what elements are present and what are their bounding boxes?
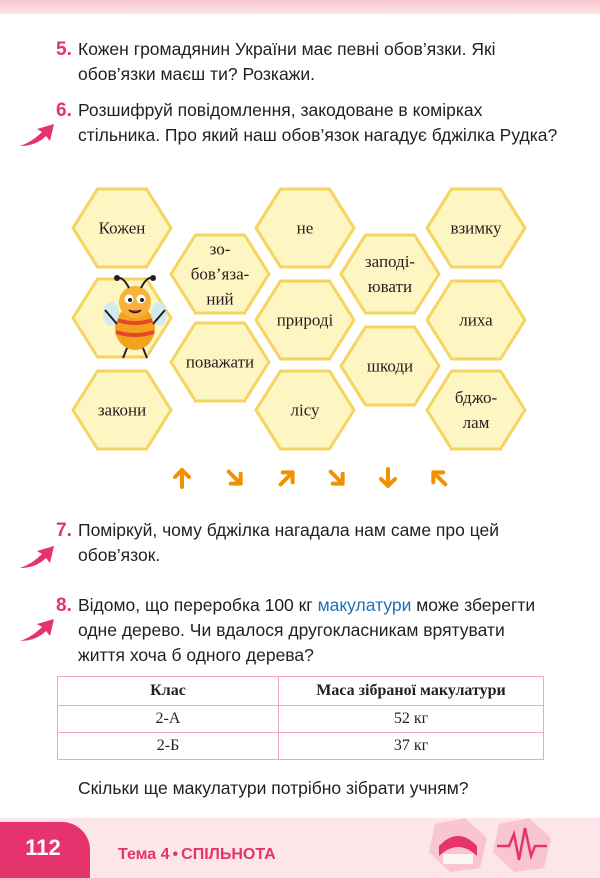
task-number: 7. — [56, 520, 72, 541]
task-number: 6. — [56, 100, 72, 121]
hex-cell-text: бджо- лам — [454, 388, 498, 432]
arrow-down-right-icon — [224, 467, 246, 489]
arrow-up-icon — [175, 470, 189, 487]
hex-cell-text: шкоди — [366, 356, 414, 376]
hex-cell-text: зо- бов’яза- ний — [190, 239, 250, 309]
mass-cell: 37 кг — [279, 733, 544, 760]
hex-cell-text: поважати — [185, 352, 255, 372]
arrow-up-left-icon — [428, 467, 450, 489]
task-number: 5. — [56, 39, 72, 60]
hex-cell-text: лісу — [290, 400, 320, 420]
arrow-down-icon — [381, 469, 395, 486]
task-text-start: Відомо, що переробка 100 кг — [78, 595, 318, 615]
theme-separator: • — [172, 846, 179, 863]
class-cell: 2-А — [58, 706, 279, 733]
paper-mass-table — [57, 676, 544, 760]
hex-cell-text: заподі- ювати — [364, 252, 416, 296]
table-row — [58, 733, 544, 760]
task-text: Поміркуй, чому бджілка нагадала нам саме про цей обов’язок. — [78, 520, 500, 565]
column-header-mass: Маса зібраної макулатури — [279, 677, 544, 706]
hex-cell-text: лиха — [459, 310, 493, 330]
hex-cell-text: Кожен — [98, 218, 146, 238]
follow-up-question: Скільки ще макулатури потрібно зібрати учням? — [78, 778, 469, 798]
task-7 — [56, 518, 576, 568]
theme-icons — [425, 816, 555, 874]
theme-name: СПІЛЬНОТА — [181, 846, 276, 863]
highlighted-term: макулатури — [317, 595, 412, 615]
task-text: Розшифруй повідомлення, закодоване в комірках стільника. Про який наш обов’язок нагадує бджілка Рудка? — [78, 100, 558, 145]
task-text-end: може зберегти одне дерево. Чи вдалося другокласникам врятувати життя хоча б одного дерева? — [78, 595, 536, 665]
theme-prefix: Тема 4 — [118, 846, 170, 863]
theme-label — [118, 846, 276, 864]
task-text — [78, 593, 548, 668]
hex-cell-text: закони — [97, 400, 147, 420]
table-row — [58, 706, 544, 733]
task-pointer-icon — [18, 544, 58, 572]
arrow-up-right-icon — [276, 467, 298, 489]
task-8 — [56, 593, 576, 668]
task-number: 8. — [56, 595, 72, 616]
column-header-class: Клас — [58, 677, 279, 706]
hex-cell-text: взимку — [450, 218, 502, 238]
class-cell: 2-Б — [58, 733, 279, 760]
hex-cell-text: не — [296, 218, 314, 238]
table-header-row — [58, 677, 544, 706]
task-pointer-icon — [18, 617, 58, 645]
mass-cell: 52 кг — [279, 706, 544, 733]
page-number: 112 — [25, 835, 61, 860]
task-text: Кожен громадянин України має певні обов’язки. Які обов’язки маєш ти? Розкажи. — [78, 39, 496, 84]
hex-cell-text: природі — [276, 310, 334, 330]
arrow-down-right-icon — [326, 467, 348, 489]
